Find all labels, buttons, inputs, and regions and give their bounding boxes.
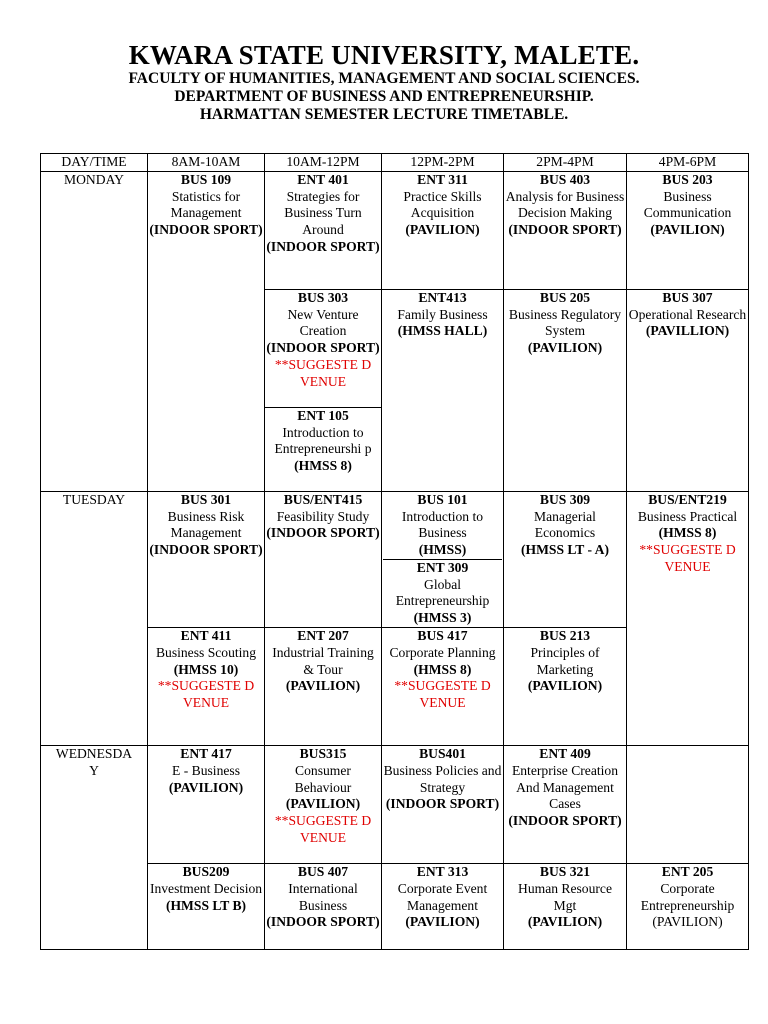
course-venue: (HMSS 10): [173, 661, 239, 677]
course-name: Business Risk Management: [167, 508, 245, 541]
department-line: DEPARTMENT OF BUSINESS AND ENTREPRENEURSHIP.: [174, 88, 594, 105]
course-venue: (PAVILION): [285, 678, 361, 694]
timetable: [40, 153, 749, 950]
course-code: BUS/ENT219: [648, 491, 727, 507]
course-name: Business Policies and Strategy: [383, 762, 502, 795]
course-name: Industrial Training & Tour: [272, 644, 374, 677]
course-name: Corporate Planning: [389, 644, 496, 660]
course-cell: [504, 863, 627, 949]
course-code: BUS 303: [297, 289, 349, 305]
suggested-venue-note: **SUGGESTE D VENUE: [394, 678, 491, 711]
course-name: Operational Research: [628, 306, 747, 322]
course-name: Analysis for Business Decision Making: [505, 188, 625, 221]
course-cell: [627, 491, 749, 745]
suggested-venue-note: **SUGGESTE D VENUE: [639, 542, 736, 574]
course-cell: [382, 627, 504, 745]
course-venue: (INDOOR SPORT): [266, 340, 380, 356]
course-name: New Venture Creation: [287, 306, 359, 339]
course-code: ENT 417: [180, 745, 232, 761]
column-header-12-2: 12PM-2PM: [382, 154, 504, 172]
column-header-daytime: DAY/TIME: [41, 154, 148, 172]
course-name: Global Entrepreneurship: [395, 576, 490, 609]
day-wednesday: WEDNESDA Y: [41, 745, 148, 949]
course-cell: [382, 863, 504, 949]
course-name: Corporate Entrepreneurship: [640, 880, 735, 913]
document-header: [0, 40, 768, 124]
course-cell: [383, 492, 502, 560]
course-name: E - Business: [172, 762, 240, 778]
course-venue: (HMSS HALL): [397, 323, 488, 339]
course-name: Business Practical: [637, 508, 738, 524]
course-cell: [627, 171, 749, 289]
suggested-venue-note: **SUGGESTE D VENUE: [274, 813, 372, 845]
course-venue: (HMSS 3): [413, 610, 472, 626]
course-code: BUS 309: [539, 491, 591, 507]
course-code: BUS 101: [417, 491, 468, 507]
course-venue: (PAVILION): [527, 340, 603, 356]
course-code: BUS 109: [180, 171, 232, 187]
course-venue: (PAVILION): [527, 914, 603, 930]
course-venue: (PAVILION): [285, 796, 361, 812]
course-cell: [148, 627, 265, 745]
course-code: BUS/ENT415: [283, 491, 363, 507]
course-venue: (PAVILION): [650, 222, 725, 238]
course-cell: [265, 289, 382, 407]
course-code: BUS 203: [662, 171, 713, 187]
course-venue: (INDOOR SPORT): [508, 813, 622, 829]
course-cell: [382, 289, 504, 491]
tuesday-row-1: [41, 491, 749, 627]
course-cell: [627, 863, 749, 949]
course-code: ENT 105: [297, 407, 349, 423]
course-name: Introduction to Entrepreneurshi p: [274, 424, 372, 457]
course-code: ENT 411: [180, 627, 232, 643]
course-venue: (PAVILION): [527, 678, 603, 694]
course-name: Statistics for Management: [170, 188, 242, 221]
course-venue: (INDOOR SPORT): [149, 222, 263, 238]
course-venue: (PAVILION): [405, 222, 480, 238]
column-header-2-4: 2PM-4PM: [504, 154, 627, 172]
course-venue: (PAVILLION): [645, 323, 730, 339]
course-name: Enterprise Creation And Management Cases: [511, 762, 619, 812]
course-venue: (INDOOR SPORT): [385, 796, 500, 812]
course-code: ENT413: [418, 289, 467, 305]
course-name: Managerial Economics: [534, 508, 596, 541]
course-name: Introduction to Business: [401, 508, 484, 541]
monday-row-1: [41, 171, 749, 289]
course-code: BUS401: [419, 745, 466, 761]
course-code: BUS209: [182, 863, 230, 879]
course-cell: [148, 745, 265, 863]
course-name: Business Communication: [643, 188, 732, 221]
course-cell: [382, 171, 504, 289]
course-code: ENT 313: [416, 863, 469, 879]
course-venue: (INDOOR SPORT): [266, 914, 380, 930]
course-code: ENT 207: [297, 627, 349, 643]
university-title: KWARA STATE UNIVERSITY, MALETE.: [128, 40, 640, 70]
course-name: Business Regulatory System: [508, 306, 622, 339]
course-code: BUS 205: [539, 289, 591, 305]
course-code: ENT 309: [416, 559, 469, 575]
course-name: Feasibility Study: [276, 508, 370, 524]
course-name: Business Scouting: [155, 644, 257, 660]
course-name: International Business: [288, 880, 358, 913]
course-cell: [504, 745, 627, 863]
course-name: Family Business: [397, 306, 488, 322]
empty-cell: [627, 745, 749, 863]
wednesday-row-1: [41, 745, 749, 863]
course-code: BUS 307: [662, 289, 713, 305]
course-code: ENT 205: [661, 863, 714, 879]
course-code: BUS 301: [180, 491, 232, 507]
course-venue: (HMSS LT - A): [520, 542, 609, 558]
course-cell: [148, 863, 265, 949]
course-venue: (INDOOR SPORT): [266, 525, 380, 541]
course-name: Investment Decision: [149, 880, 263, 896]
course-cell: [148, 491, 265, 627]
course-code: BUS 407: [297, 863, 349, 879]
semester-line: HARMATTAN SEMESTER LECTURE TIMETABLE.: [199, 106, 569, 123]
course-venue: (INDOOR SPORT): [266, 238, 380, 254]
course-cell: [265, 491, 382, 627]
course-cell: [504, 491, 627, 627]
day-monday: MONDAY: [41, 171, 148, 491]
course-cell: [265, 745, 382, 863]
column-header-8-10: 8AM-10AM: [148, 154, 265, 172]
course-name: Consumer Behaviour: [294, 762, 352, 795]
course-cell: [265, 627, 382, 745]
course-name: Practice Skills Acquisition: [403, 188, 482, 221]
course-cell: [265, 171, 382, 289]
course-venue: (HMSS LT B): [165, 897, 247, 913]
split-cell: [382, 491, 504, 627]
course-code: ENT 311: [417, 171, 468, 187]
timetable-header-row: [41, 154, 749, 172]
course-code: BUS 213: [539, 627, 591, 643]
course-code: ENT 401: [297, 171, 349, 187]
course-venue: (HMSS 8): [658, 525, 717, 541]
course-venue: (INDOOR SPORT): [508, 222, 622, 238]
column-header-10-12: 10AM-12PM: [265, 154, 382, 172]
suggested-venue-note: **SUGGESTE D VENUE: [157, 678, 255, 711]
wednesday-row-2: [41, 863, 749, 949]
day-tuesday: TUESDAY: [41, 491, 148, 745]
course-cell: [504, 171, 627, 289]
course-venue: (HMSS): [418, 542, 467, 558]
course-venue: (PAVILION): [168, 779, 244, 795]
course-venue: (HMSS 8): [413, 661, 472, 677]
course-venue: (HMSS 8): [294, 458, 352, 474]
suggested-venue-note: **SUGGESTE D VENUE: [274, 356, 372, 389]
course-cell: [265, 407, 382, 491]
column-header-4-6: 4PM-6PM: [627, 154, 749, 172]
course-venue: (PAVILION): [652, 914, 723, 930]
faculty-line: FACULTY OF HUMANITIES, MANAGEMENT AND SOCIAL SCIENCES.: [128, 70, 640, 87]
course-name: Principles of Marketing: [530, 644, 600, 677]
course-code: BUS315: [299, 745, 347, 761]
course-name: Strategies for Business Turn Around: [284, 188, 362, 238]
course-cell: [382, 745, 504, 863]
course-cell: [504, 627, 627, 745]
course-name: Human Resource Mgt: [518, 880, 612, 913]
course-venue: (PAVILION): [405, 914, 480, 930]
course-cell: [504, 289, 627, 491]
course-cell: [265, 863, 382, 949]
course-code: BUS 403: [539, 171, 591, 187]
course-cell: [627, 289, 749, 491]
course-name: Corporate Event Management: [397, 880, 488, 913]
course-code: BUS 417: [417, 627, 468, 643]
course-cell: [383, 560, 502, 627]
course-code: BUS 321: [539, 863, 591, 879]
course-cell: [148, 171, 265, 491]
course-venue: (INDOOR SPORT): [149, 542, 263, 558]
course-code: ENT 409: [539, 745, 591, 761]
